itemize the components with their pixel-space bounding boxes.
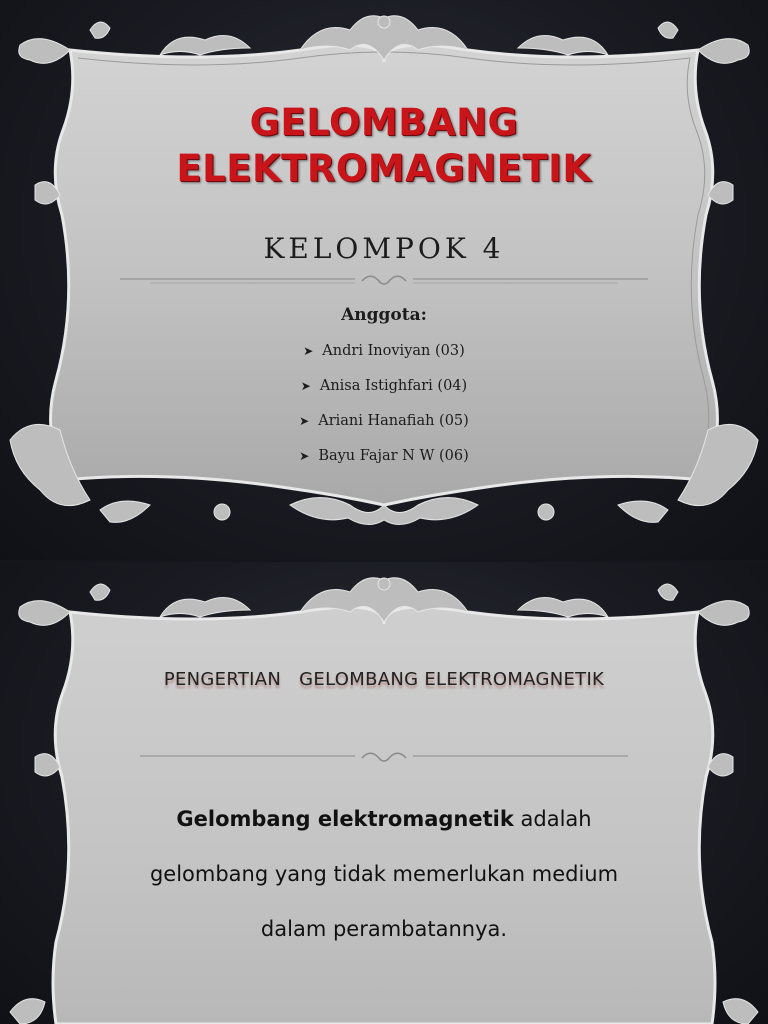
member-name: Ariani Hanafiah (05) [318, 413, 469, 429]
definition-line-3: dalam perambatannya. [260, 917, 508, 941]
member-name: Bayu Fajar N W (06) [318, 448, 469, 464]
arrowhead-bullet-icon: ➤ [300, 379, 311, 393]
title-line-2: ELEKTROMAGNETIK [176, 147, 592, 190]
arrowhead-bullet-icon: ➤ [299, 449, 310, 463]
members-label: Anggota: [341, 305, 427, 325]
group-subtitle: KELOMPOK 4 [263, 232, 505, 265]
member-item [0, 378, 768, 394]
definition-text: adalah [513, 807, 592, 831]
slide-title [0, 100, 768, 192]
member-item [0, 448, 768, 464]
top-ornament [90, 578, 678, 622]
slide-2-title: PENGERTIAN GELOMBANG ELEKTROMAGNETIK [163, 669, 605, 690]
definition-term: Gelombang elektromagnetik [176, 807, 514, 831]
definition-line-2: gelombang yang tidak memerlukan medium [149, 862, 619, 886]
member-item [0, 343, 768, 359]
ornate-frame [0, 562, 768, 1024]
definition-line-1 [0, 807, 768, 831]
member-name: Andri Inoviyan (03) [322, 343, 465, 359]
member-name: Anisa Istighfari (04) [319, 378, 468, 394]
slide-2 [0, 562, 768, 1024]
arrowhead-bullet-icon: ➤ [303, 344, 314, 358]
title-line-1: GELOMBANG [249, 101, 519, 144]
arrowhead-bullet-icon: ➤ [299, 414, 310, 428]
top-ornament [90, 16, 678, 60]
member-item [0, 413, 768, 429]
